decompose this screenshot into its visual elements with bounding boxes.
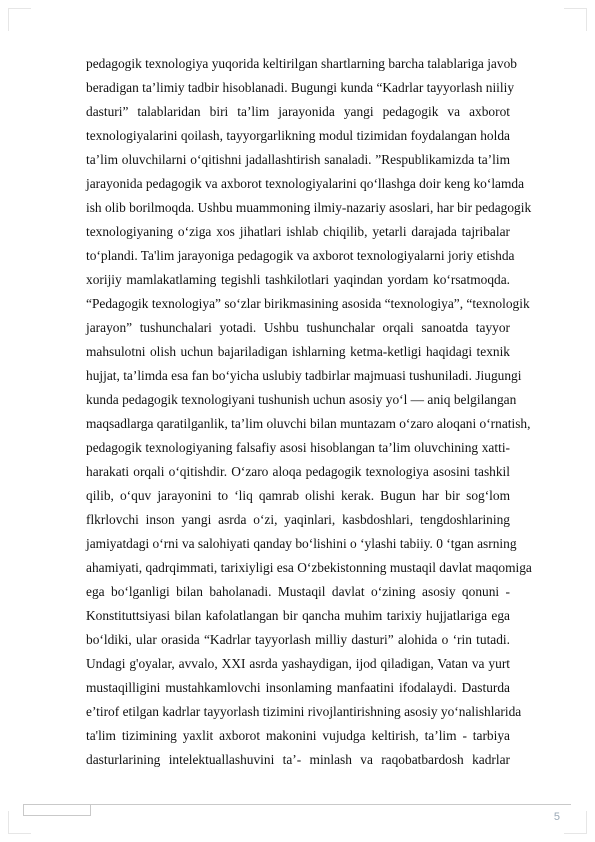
text-line: pedagogik texnologiyaning falsafiy asosi hisoblangan ta’lim oluvchining xatti- [86,440,510,455]
text-line: ta’lim oluvchilarni o‘qitishni jadallashtirish sanaladi. ”Respublikamizda ta’lim [86,152,510,167]
text-line: jarayonida pedagogik va axborot texnologiyalarini qo‘llashga doir keng ko‘lamda [86,176,525,191]
text-line: ish olib borilmoqda. Ushbu muammoning ilmiy-nazariy asoslari, har bir pedagogik [86,200,532,215]
text-line: texnologiyalarini qoilash, tayyorgarlikning modul tizimidan foydalangan holda [86,128,510,143]
text-line: kunda pedagogik texnologiyani tushunish uchun asosiy yo‘l — aniq belgilangan [86,392,517,407]
text-line: bo‘ldiki, ular orasida “Kadrlar tayyorlash milliy dasturi” alohida o ‘rin tutadi. [86,632,510,647]
corner-mark-bottom-right [564,811,587,834]
text-line: ega bo‘lganligi bilan baholanadi. Mustaqil davlat o‘zining asosiy qonuni - [86,584,510,599]
text-line: to‘plandi. Ta'lim jarayoniga pedagogik va axborot texnologiyalarni joriy etishda [86,248,515,263]
text-line: ta'lim tizimining yaxlit axborot makonini vujudga keltirish, ta’lim - tarbiya [86,728,510,743]
text-line: mustaqilligini mustahkamlovchi insonlaming manfaatini ifodalaydi. Dasturda [86,680,510,695]
text-line: mahsulotni olish uchun bajariladigan ishlarning ketma-ketligi haqidagi texnik [86,344,510,359]
text-line: e’tirof etilgan kadrlar tayyorlash tizimini rivojlantirishning asosiy yo‘nalishlarida [86,704,522,719]
text-line: dasturi” talablaridan biri ta’lim jarayonida yangi pedagogik va axborot [86,104,510,119]
text-line: jarayon” tushunchalari yotadi. Ushbu tushunchalar orqali sanoatda tayyor [86,320,510,335]
corner-mark-top-left [8,8,31,31]
text-line: harakati orqali o‘qitishdir. O‘zaro aloqa pedagogik texnologiya asosini tashkil [86,464,510,479]
text-line: beradigan ta’limiy tadbir hisoblanadi. Bugungi kunda “Kadrlar tayyorlash niiliy [86,80,515,95]
text-line: dasturlarining intelektuallashuvini ta’- minlash va raqobatbardosh kadrlar [86,752,510,767]
text-line: ahamiyati, qadrqimmati, tarixiyligi esa O‘zbekistonning mustaqil davlat maqomiga [86,560,532,575]
text-line: pedagogik texnologiya yuqorida keltirilgan shartlarning barcha talablariga javob [86,56,517,71]
text-line: “Pedagogik texnologiya” so‘zlar birikmasining asosida “texnologiya”, “texnologik [86,296,530,311]
text-line: texnologiyaning o‘ziga xos jihatlari ishlab chiqilib, yetarli darajada tajribalar [86,224,510,239]
text-line: jamiyatdagi o‘rni va salohiyati qanday bo‘lishini o ‘ylashi tabiiy. 0 ‘tgan asrning [86,536,517,551]
text-line: Undagi g'oyalar, avvalo, XXI asrda yashaydigan, ijod qiladigan, Vatan va yurt [86,656,510,671]
footer-tab-decoration [23,804,91,816]
body-text [86,52,532,772]
corner-mark-top-right [564,8,587,31]
text-line: Konstituttsiyasi bilan kafolatlangan bir qancha muhim tarixiy hujjatlariga ega [86,608,510,623]
text-line: xorijiy mamlakatlaming tegishli tashkilotlari yaqindan yordam ko‘rsatmoqda. [86,272,510,287]
text-line: hujjat, ta’limda esa fan bo‘yicha uslubiy tadbirlar majmuasi tushuniladi. Jiugungi [86,368,522,383]
text-line: flkrlovchi inson yangi asrda o‘zi, yaqinlari, kasbdoshlari, tengdoshlarining [86,512,510,527]
page-number: 5 [553,811,560,823]
footer-divider [23,804,571,805]
text-line: maqsadlarga qaratilganlik, ta’lim oluvchi bilan muntazam o‘zaro aloqani o‘rnatish, [86,416,531,431]
text-line: qilib, o‘quv jarayonini to ‘liq qamrab olishi kerak. Bugun har bir sog‘lom [86,488,510,503]
